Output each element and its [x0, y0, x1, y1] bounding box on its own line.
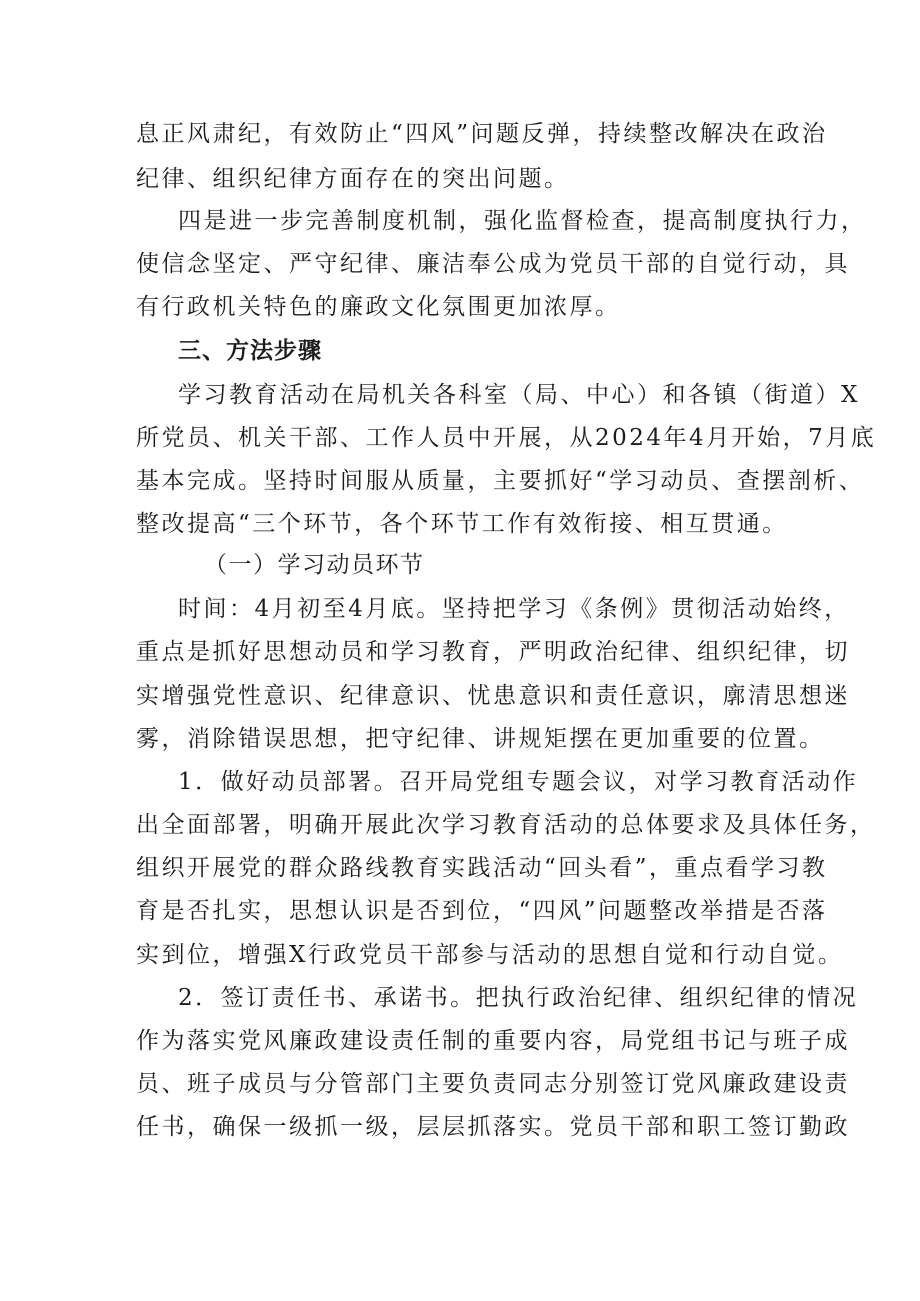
paragraph-line: 重点是抓好思想动员和学习教育，严明政治纪律、组织纪律，切	[136, 639, 850, 665]
paragraph-line: 组织开展党的群众路线教育实践活动“回头看”，重点看学习教	[136, 855, 828, 881]
paragraph-line: 作为落实党风廉政建设责任制的重要内容，局党组书记与班子成	[136, 1028, 850, 1054]
paragraph-line: 有行政机关特色的廉政文化氛围更加浓厚。	[136, 294, 621, 320]
paragraph-line: 1．做好动员部署。召开局党组专题会议，对学习教育活动作	[178, 769, 859, 795]
section-heading: 三、方法步骤	[178, 338, 322, 364]
paragraph-line: 2．签订责任书、承诺书。把执行政治纪律、组织纪律的情况	[178, 985, 859, 1011]
paragraph-line: 育是否扎实，思想认识是否到位，“四风”问题整改举措是否落	[136, 898, 828, 924]
paragraph-line: 纪律、组织纪律方面存在的突出问题。	[136, 166, 570, 192]
paragraph-line: 息正风肃纪，有效防止“四风”问题反弹，持续整改解决在政治	[136, 121, 828, 147]
paragraph-line: 出全面部署，明确开展此次学习教育活动的总体要求及具体任务，	[136, 812, 876, 838]
paragraph-line: 雾，消除错误思想，把守纪律、讲规矩摆在更加重要的位置。	[136, 726, 825, 752]
paragraph-line: 整改提高“三个环节，各个环节工作有效衔接、相互贯通。	[136, 511, 788, 537]
paragraph-line: 学习教育活动在局机关各科室（局、中心）和各镇（街道）X	[178, 382, 860, 408]
subsection-heading: （一）学习动员环节	[204, 552, 425, 578]
paragraph-line: 基本完成。坚持时间服从质量，主要抓好“学习动员、查摆剖析、	[136, 468, 865, 494]
paragraph-line: 使信念坚定、严守纪律、廉洁奉公成为党员干部的自觉行动，具	[136, 251, 850, 277]
paragraph-line: 四是进一步完善制度机制，强化监督检查，提高制度执行力，	[178, 208, 867, 234]
paragraph-line: 时间：4月初至4月底。坚持把学习《条例》贯彻活动始终，	[178, 596, 850, 622]
paragraph-line: 员、班子成员与分管部门主要负责同志分别签订党风廉政建设责	[136, 1071, 850, 1097]
paragraph-line: 实到位，增强X行政党员干部参与活动的思想自觉和行动自觉。	[136, 942, 844, 968]
paragraph-line: 实增强党性意识、纪律意识、忧患意识和责任意识，廓清思想迷	[136, 683, 850, 709]
paragraph-line: 所党员、机关干部、工作人员中开展，从2024年4月开始，7月底	[136, 425, 877, 451]
paragraph-line: 任书，确保一级抓一级，层层抓落实。党员干部和职工签订勤政	[136, 1114, 850, 1140]
